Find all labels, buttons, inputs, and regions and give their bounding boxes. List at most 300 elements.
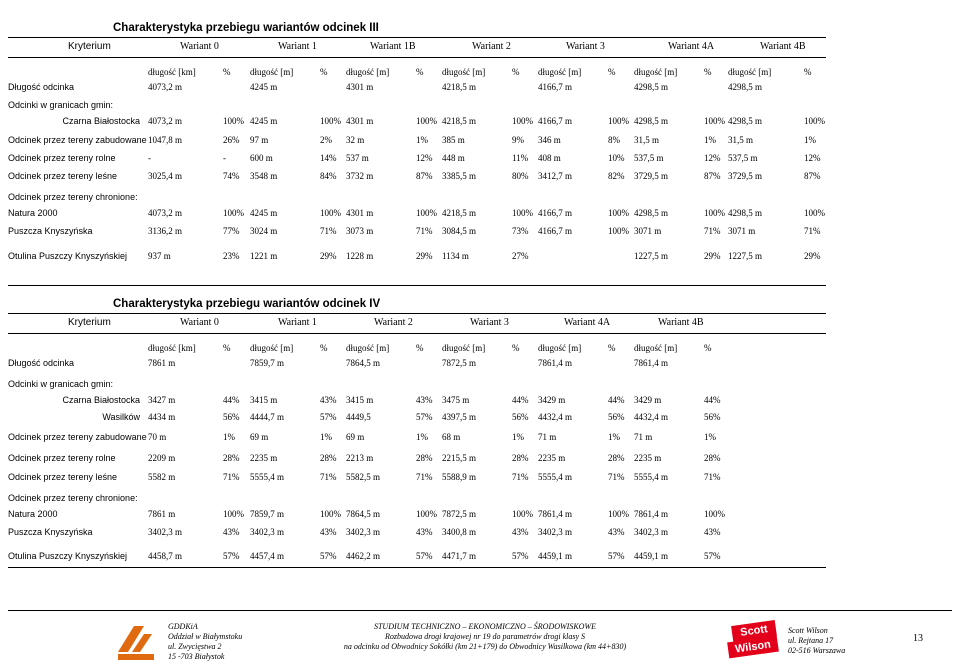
table-cell: 87% [416,171,433,181]
table-cell: 7859,7 m [250,358,285,368]
table-row [8,224,826,238]
subheader-cell: długość [m] [538,343,582,353]
table-cell: 1227,5 m [634,251,669,261]
table-cell: 4298,5 m [728,208,763,218]
table-cell: 57% [512,551,529,561]
table-row [8,507,826,521]
table-cell: 937 m [148,251,171,261]
table-cell: 1134 m [442,251,469,261]
table-cell: 4301 m [346,82,374,92]
table-cell: 71% [704,472,721,482]
table-cell: 3402,3 m [346,527,381,537]
table-cell: 57% [416,551,433,561]
table-cell: 4432,4 m [538,412,573,422]
table-cell: 5555,4 m [250,472,285,482]
table-cell: 4298,5 m [634,116,669,126]
subheader-cell: % [804,67,812,77]
footer-center-project [330,622,640,652]
table-cell: 100% [512,208,533,218]
table-cell: 4449,5 [346,412,371,422]
table-cell: 44% [608,395,625,405]
header-variant: Wariant 4B [760,41,806,52]
row-label: Długość odcinka [8,358,75,368]
table-cell: 1% [320,432,332,442]
table-cell: 5582,5 m [346,472,381,482]
table-cell: 100% [416,509,437,519]
table-cell: 43% [416,395,433,405]
table-cell: 8% [608,135,620,145]
subheader-cell: długość [km] [148,343,196,353]
subheader-cell: % [704,67,712,77]
table-rule [8,567,826,568]
table-cell: 100% [223,116,244,126]
table-cell: 44% [704,395,721,405]
row-label: Natura 2000 [8,509,58,519]
header-variant: Wariant 4B [658,317,704,328]
table-cell: 97 m [250,135,269,145]
footer-left-line: GDDKiA [168,622,198,631]
table-cell: 3385,5 m [442,171,477,181]
table-cell: 4459,1 m [538,551,573,561]
table-cell: 5555,4 m [538,472,573,482]
header-variant: Wariant 2 [472,41,511,52]
table-row [8,114,826,128]
table-cell: 71% [608,472,625,482]
row-label: Otulina Puszczy Knyszyńskiej [8,551,128,561]
gddkia-logo [114,622,160,662]
table-cell: - [223,153,226,163]
table-cell: 9% [512,135,524,145]
table-cell: 43% [416,527,433,537]
table-cell: 29% [320,251,337,261]
table-cell: 1221 m [250,251,278,261]
subheader-cell: % [704,343,712,353]
table-cell: 87% [704,171,721,181]
table-row [8,491,826,505]
table-cell: 7859,7 m [250,509,285,519]
table-cell: 3400,8 m [442,527,477,537]
subheader-cell: % [608,67,616,77]
footer-right-line: 02-516 Warszawa [788,646,846,655]
table-cell: 43% [512,527,529,537]
footer-right-line: Scott Wilson [788,626,828,635]
scott-wilson-logo-bottom: Wilson [727,636,779,659]
table-cell: 100% [320,116,341,126]
table-cell: 32 m [346,135,365,145]
gddkia-logo-icon [114,622,160,662]
table-cell: 80% [512,171,529,181]
table-cell: 3402,3 m [250,527,285,537]
section4-table [8,313,826,573]
table-cell: 600 m [250,153,273,163]
header-kryterium: Kryterium [68,41,111,52]
table-cell: 29% [804,251,821,261]
footer-center-line: na odcinku od Obwodnicy Sokółki (km 21+179) do Obwodnicy Wasilkowa (km 44+830) [343,642,627,651]
table-row [8,549,826,563]
header-kryterium: Kryterium [68,317,111,328]
table-cell: 4301 m [346,116,374,126]
table-cell: 100% [704,116,725,126]
table-cell: 29% [704,251,721,261]
subheader-cell: długość [m] [442,67,486,77]
table-cell: 57% [320,412,337,422]
table-cell: 28% [704,453,721,463]
table-cell: 2213 m [346,453,374,463]
table-cell: 3071 m [634,226,662,236]
table-cell: 4457,4 m [250,551,285,561]
table-rule [8,333,826,334]
table-cell: 7872,5 m [442,509,477,519]
table-cell: 12% [416,153,433,163]
row-label: Odcinki w granicach gmin: [8,379,114,389]
table-cell: 4073,2 m [148,116,183,126]
table-row [8,377,826,391]
table-cell: 100% [416,116,437,126]
table-cell: 10% [608,153,625,163]
table-cell: 87% [804,171,821,181]
table-cell: 3429 m [538,395,566,405]
table-cell: 3025,4 m [148,171,183,181]
table-cell: 4073,2 m [148,208,183,218]
table-cell: 4073,2 m [148,82,183,92]
table-cell: 56% [223,412,240,422]
table-cell: 5588,9 m [442,472,477,482]
table-row [8,98,826,112]
subheader-cell: % [608,343,616,353]
table-cell: 12% [704,153,721,163]
footer-left-line: Oddział w Białymstoku [168,632,243,641]
table-cell: 3548 m [250,171,278,181]
table-cell: 7864,5 m [346,358,381,368]
section3-title: Charakterystyka przebiegu wariantów odcinek III [113,22,379,34]
table-cell: 3084,5 m [442,226,477,236]
table-cell: 1% [804,135,816,145]
header-row [8,40,826,54]
table-cell: 3415 m [250,395,278,405]
table-cell: 2% [320,135,332,145]
table-cell: 4166,7 m [538,116,573,126]
table-cell: 4298,5 m [728,116,763,126]
header-variant: Wariant 3 [470,317,509,328]
table-cell: 4458,7 m [148,551,183,561]
row-label: Otulina Puszczy Knyszyńskiej [8,251,128,261]
table-row [8,133,826,147]
header-row [8,316,826,330]
table-cell: 4298,5 m [634,208,669,218]
table-rule [8,37,826,38]
subheader-cell: % [512,343,520,353]
subheader-cell: długość [m] [634,67,678,77]
table-cell: 4218,5 m [442,208,477,218]
table-cell: 71% [512,472,529,482]
table-cell: 1% [416,432,428,442]
table-cell: 4245 m [250,82,278,92]
header-variant: Wariant 0 [180,317,219,328]
table-cell: 84% [320,171,337,181]
table-cell: 385 m [442,135,465,145]
table-cell: 26% [223,135,240,145]
table-row [8,451,826,465]
table-cell: 56% [608,412,625,422]
footer-left-line: ul. Zwycięstwa 2 [168,642,222,651]
table-cell: 71% [320,472,337,482]
table-cell: 69 m [346,432,365,442]
header-variant: Wariant 4A [668,41,715,52]
table-cell: 31,5 m [634,135,660,145]
table-cell: 27% [512,251,529,261]
table-cell: 56% [512,412,529,422]
footer-right-address [788,626,845,656]
table-cell: 1% [704,135,716,145]
row-label: Czarna Białostocka [62,116,140,126]
table-cell: 57% [320,551,337,561]
footer-right-line: ul. Rejtana 17 [788,636,834,645]
table-cell: 7861,4 m [634,358,669,368]
row-label: Odcinek przez tereny zabudowane [8,432,147,442]
table-cell: 100% [608,208,629,218]
table-cell: 1% [512,432,524,442]
table-cell: 4444,7 m [250,412,285,422]
table-cell: 4301 m [346,208,374,218]
row-label: Odcinki w granicach gmin: [8,100,114,110]
table-cell: 71 m [538,432,557,442]
row-label: Odcinek przez tereny leśne [8,171,118,181]
table-row [8,169,826,183]
table-cell: 57% [416,412,433,422]
table-cell: 100% [512,509,533,519]
subheader-cell: długość [m] [634,343,678,353]
table-row [8,470,826,484]
table-cell: 44% [223,395,240,405]
table-cell: 28% [608,453,625,463]
footer-left-address [168,622,242,662]
table-cell: 3475 m [442,395,470,405]
table-cell: 1% [223,432,235,442]
table-cell: 82% [608,171,625,181]
table-cell: 3073 m [346,226,374,236]
table-cell: 1047,8 m [148,135,183,145]
row-label: Odcinek przez tereny chronione: [8,192,138,202]
header-variant: Wariant 3 [566,41,605,52]
table-cell: 4471,7 m [442,551,477,561]
row-label: Odcinek przez tereny chronione: [8,493,138,503]
table-cell: 7872,5 m [442,358,477,368]
table-cell: 537,5 m [728,153,758,163]
table-cell: 448 m [442,153,465,163]
table-cell: 7864,5 m [346,509,381,519]
scott-wilson-logo-top: Scott [731,620,777,642]
table-cell: 100% [320,208,341,218]
table-cell: 29% [416,251,433,261]
table-cell: 71 m [634,432,653,442]
table-cell: 71% [704,226,721,236]
table-cell: 14% [320,153,337,163]
subheader-cell: % [320,67,328,77]
subheader-cell: długość [m] [728,67,772,77]
row-label: Puszcza Knyszyńska [8,226,93,236]
row-label: Puszcza Knyszyńska [8,527,93,537]
table-cell: 44% [512,395,529,405]
table-cell: 408 m [538,153,561,163]
table-cell: 11% [512,153,529,163]
table-cell: 4166,7 m [538,208,573,218]
table-cell: 3427 m [148,395,176,405]
table-cell: 1227,5 m [728,251,763,261]
footer-rule [8,610,952,611]
subheader-cell: % [223,343,231,353]
subheader-cell: długość [m] [250,343,294,353]
table-cell: 3402,3 m [538,527,573,537]
table-cell: 71% [416,226,433,236]
table-cell: 4432,4 m [634,412,669,422]
table-cell: 1% [704,432,716,442]
table-cell: 1228 m [346,251,374,261]
footer-left-line: 15 -703 Białystok [168,652,225,661]
table-cell: 43% [320,527,337,537]
header-variant: Wariant 1 [278,317,317,328]
subheader-cell: długość [m] [346,67,390,77]
table-cell: 57% [704,551,721,561]
table-cell: 100% [704,509,725,519]
table-cell: 4245 m [250,208,278,218]
table-cell: 3732 m [346,171,374,181]
subheader-cell: długość [km] [148,67,196,77]
table-cell: 4218,5 m [442,116,477,126]
header-variant: Wariant 2 [374,317,413,328]
table-cell: 100% [608,226,629,236]
table-row [8,206,826,220]
table-cell: 7861 m [148,509,176,519]
table-cell: 7861 m [148,358,176,368]
table-cell: 2215,5 m [442,453,477,463]
table-cell: 4218,5 m [442,82,477,92]
table-cell: 3402,3 m [148,527,183,537]
table-cell: 4245 m [250,116,278,126]
row-label: Odcinek przez tereny leśne [8,472,118,482]
table-cell: 28% [223,453,240,463]
table-cell: 1% [608,432,620,442]
table-cell: 3729,5 m [634,171,669,181]
footer-center-line: Rozbudowa drogi krajowej nr 19 do parametrów drogi klasy S [384,632,586,641]
table-cell: 71% [223,472,240,482]
subheader-cell: długość [m] [538,67,582,77]
table-row [8,525,826,539]
table-cell: 73% [512,226,529,236]
table-cell: 100% [704,208,725,218]
table-cell: 2209 m [148,453,176,463]
row-label: Odcinek przez tereny rolne [8,453,116,463]
table-cell: 100% [804,208,825,218]
table-cell: 4298,5 m [728,82,763,92]
table-row [8,393,826,407]
table-cell: 100% [804,116,825,126]
table-cell: - [148,153,151,163]
table-row [8,151,826,165]
row-label: Odcinek przez tereny zabudowane [8,135,147,145]
row-label: Odcinek przez tereny rolne [8,153,116,163]
table-cell: 2235 m [250,453,278,463]
table-cell: 3415 m [346,395,374,405]
table-row [8,410,826,424]
table-cell: 4459,1 m [634,551,669,561]
table-cell: 71% [804,226,821,236]
table-row [8,249,826,263]
table-cell: 3412,7 m [538,171,573,181]
table-cell: 5555,4 m [634,472,669,482]
row-label: Natura 2000 [8,208,58,218]
subheader-cell: długość [m] [346,343,390,353]
subheader-cell: % [416,343,424,353]
table-cell: 69 m [250,432,269,442]
row-label: Czarna Białostocka [62,395,140,405]
table-cell: 537 m [346,153,369,163]
table-cell: 3071 m [728,226,756,236]
subheader-row [8,341,826,355]
table-cell: 537,5 m [634,153,664,163]
table-cell: 2235 m [634,453,662,463]
table-rule [8,313,826,314]
table-cell: 31,5 m [728,135,754,145]
table-cell: 1% [416,135,428,145]
table-cell: 7861,4 m [634,509,669,519]
subheader-cell: % [223,67,231,77]
table-cell: 71% [320,226,337,236]
table-cell: 4166,7 m [538,82,573,92]
table-cell: 3402,3 m [634,527,669,537]
table-cell: 7861,4 m [538,509,573,519]
table-cell: 100% [320,509,341,519]
table-cell: 100% [223,509,244,519]
table-cell: 100% [223,208,244,218]
row-label: Długość odcinka [8,82,75,92]
table-cell: 43% [223,527,240,537]
table-cell: 68 m [442,432,461,442]
scott-wilson-logo [726,621,782,659]
page-number: 13 [913,633,923,644]
table-cell: 4397,5 m [442,412,477,422]
table-row [8,80,826,94]
row-label: Wasilków [102,412,140,422]
table-cell: 28% [512,453,529,463]
table-cell: 74% [223,171,240,181]
section4-title: Charakterystyka przebiegu wariantów odcinek IV [113,298,381,310]
table-cell: 57% [608,551,625,561]
table-cell: 70 m [148,432,167,442]
table-cell: 4166,7 m [538,226,573,236]
section3-table [8,37,826,267]
table-cell: 3024 m [250,226,278,236]
header-variant: Wariant 1B [370,41,416,52]
table-cell: 3429 m [634,395,662,405]
table-cell: 71% [416,472,433,482]
table-cell: 3729,5 m [728,171,763,181]
table-cell: 4434 m [148,412,176,422]
subheader-cell: długość [m] [250,67,294,77]
table-cell: 100% [512,116,533,126]
table-rule [8,57,826,58]
table-row [8,356,826,370]
table-cell: 2235 m [538,453,566,463]
table-cell: 4298,5 m [634,82,669,92]
table-cell: 12% [804,153,821,163]
header-variant: Wariant 1 [278,41,317,52]
table-cell: 43% [704,527,721,537]
table-row [8,430,826,444]
table-cell: 100% [416,208,437,218]
subheader-cell: % [416,67,424,77]
subheader-cell: % [512,67,520,77]
table-cell: 3136,2 m [148,226,183,236]
